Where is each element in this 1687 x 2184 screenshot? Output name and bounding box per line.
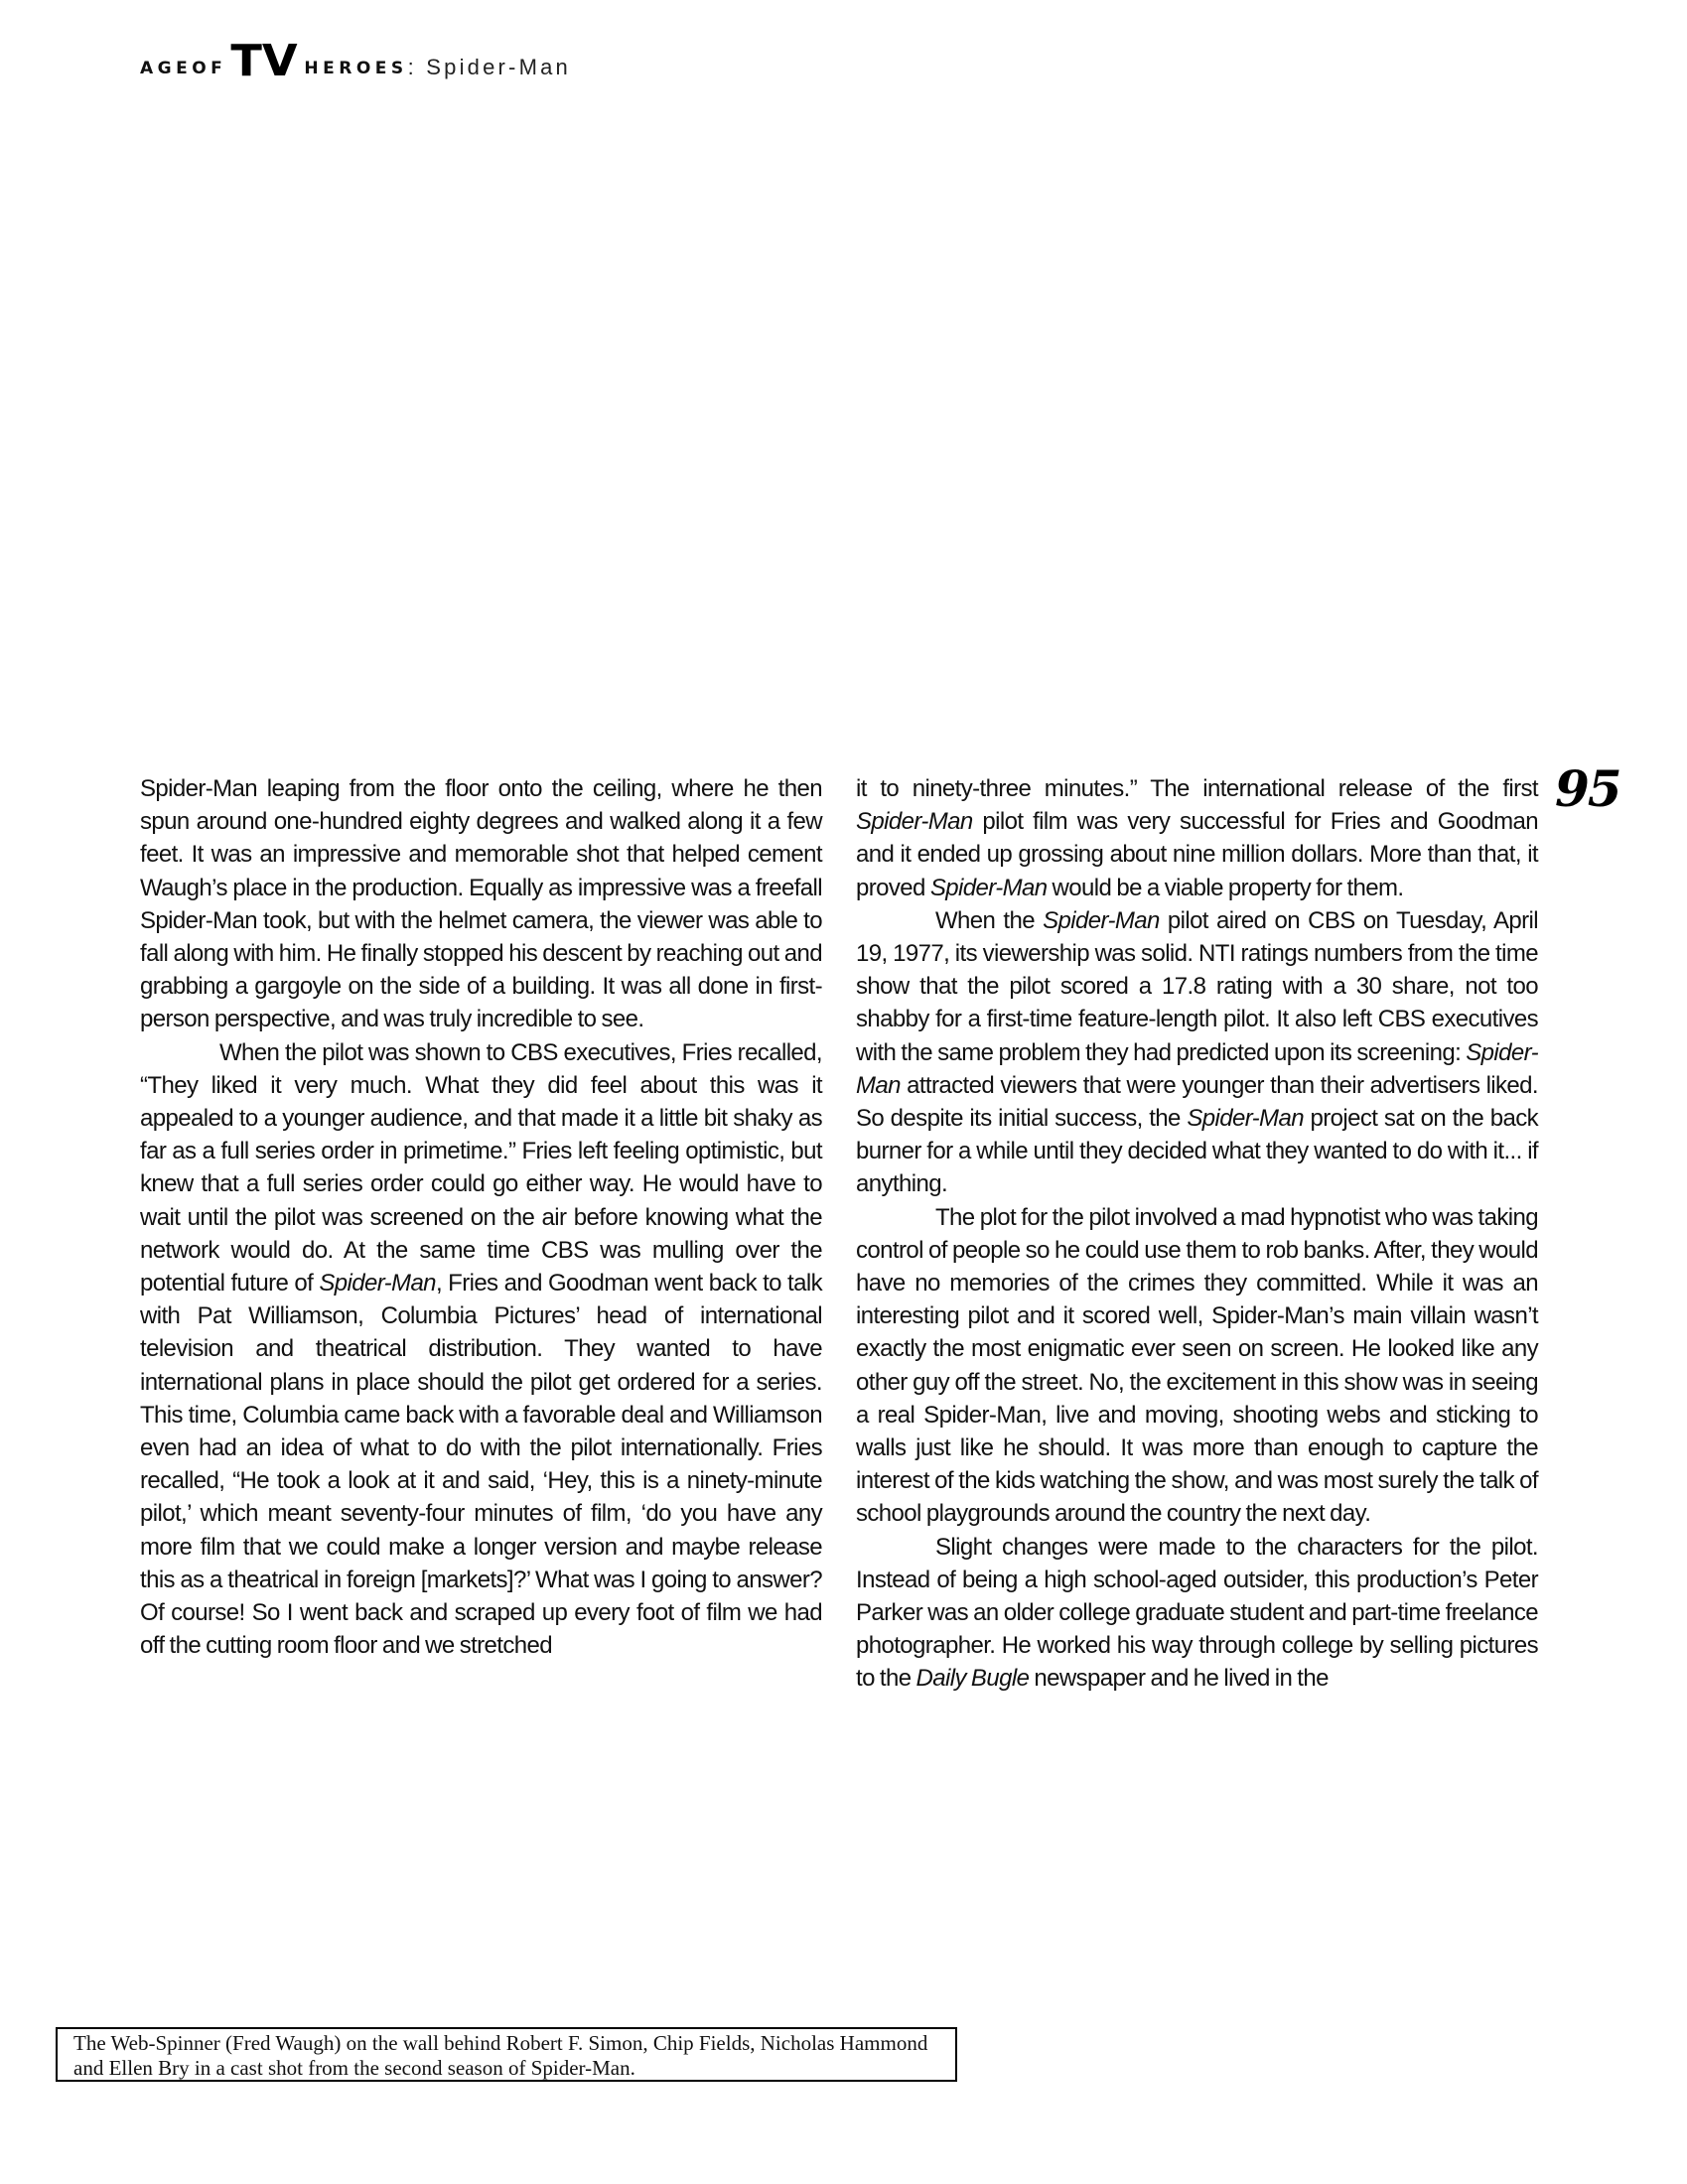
paragraph: When the pilot was shown to CBS executives, Fries recalled, “They liked it very much. What they did feel about this was it appealed to a younger audience, and that made it a little bit shaky as far as a full series order in primetime.” Fries left feeling optimistic, but knew that a full series order could go either way. He would have to wait until the pilot was screened on the air before knowing what the network would do. At the same time CBS was mulling over the potential future of Spider-Man, Fries and Goodman went back to talk with Pat Williamson, Columbia Pictures’ head of international television and theatrical distribution. They wanted to have international plans in place should the pilot get ordered for a series. This time, Columbia came back with a favorable deal and Williamson even had an idea of what to do with the pilot internationally. Fries recalled, “He took a look at it and said, ‘Hey, this is a ninety-minute pilot,’ which meant seventy-four minutes of film, ‘do you have any more film that we could make a longer version and maybe release this as a theatrical in foreign [markets]?’ What was I going to answer? Of course! So I went back and scraped up every foot of film we had off the cutting room floor and we stretched	[140, 1038, 823, 1660]
page-number: 95	[1555, 759, 1620, 818]
body-column-right	[856, 772, 1538, 1696]
photo-caption: The Web-Spinner (Fred Waugh) on the wall behind Robert F. Simon, Chip Fields, Nicholas Hammond and Ellen Bry in a cast shot from the second season of Spider-Man.	[56, 2027, 957, 2082]
paragraph: The plot for the pilot involved a mad hypnotist who was taking control of people so he could use them to rob banks. After, they would have no memories of the crimes they committed. While it was an interesting pilot and it scored well, Spider-Man’s main villain wasn’t exactly the most enigmatic ever seen on screen. He looked like any other guy off the street. No, the excitement in this show was in seeing a real Spider-Man, live and moving, shooting webs and sticking to walls just like he should. It was more than enough to capture the interest of the kids watching the show, and was most surely the talk of school playgrounds around the country the next day.	[856, 1203, 1538, 1528]
body-column-left	[140, 772, 822, 1662]
photo-area	[0, 109, 1687, 754]
header-subtitle: : Spider-Man	[407, 55, 571, 79]
paragraph: it to ninety-three minutes.” The international release of the first Spider-Man pilot film was very successful for Fries and Goodman and it ended up grossing about nine million dollars. More than that, it proved Spider-Man would be a viable property for them.	[856, 775, 1538, 901]
header-age: AGE	[140, 59, 193, 78]
running-header	[140, 36, 571, 86]
paragraph: Spider-Man leaping from the floor onto the ceiling, where he then spun around one-hundred eighty degrees and walked along it a few feet. It was an impressive and memorable shot that helped cement Waugh’s place in the production. Equally as impressive was a freefall Spider-Man took, but with the helmet camera, the viewer was able to fall along with him. He finally stopped his descent by reaching out and grabbing a gargoyle on the side of a building. It was all done in first-person perspective, and was truly incredible to see.	[140, 775, 822, 1033]
paragraph: Slight changes were made to the characters for the pilot. Instead of being a high school-aged outsider, this production’s Peter Parker was an older college graduate student and part-time freelance photographer. He worked his way through college by selling pictures to the Daily Bugle newspaper and he lived in the	[856, 1533, 1538, 1693]
paragraph: When the Spider-Man pilot aired on CBS on Tuesday, April 19, 1977, its viewership was solid. NTI ratings numbers from the time show that the pilot scored a 17.8 rating with a 30 share, not too shabby for a first-time feature-length pilot. It also left CBS executives with the same problem they had predicted upon its screening: Spider-Man attracted viewers that were younger than their advertisers liked. So despite its initial success, the Spider-Man project sat on the back burner for a while until they decided what they wanted to do with it... if anything.	[856, 906, 1538, 1198]
header-tv-logo: TV	[230, 36, 298, 86]
header-heroes: HEROES	[304, 59, 408, 78]
header-of: OF	[192, 59, 227, 78]
